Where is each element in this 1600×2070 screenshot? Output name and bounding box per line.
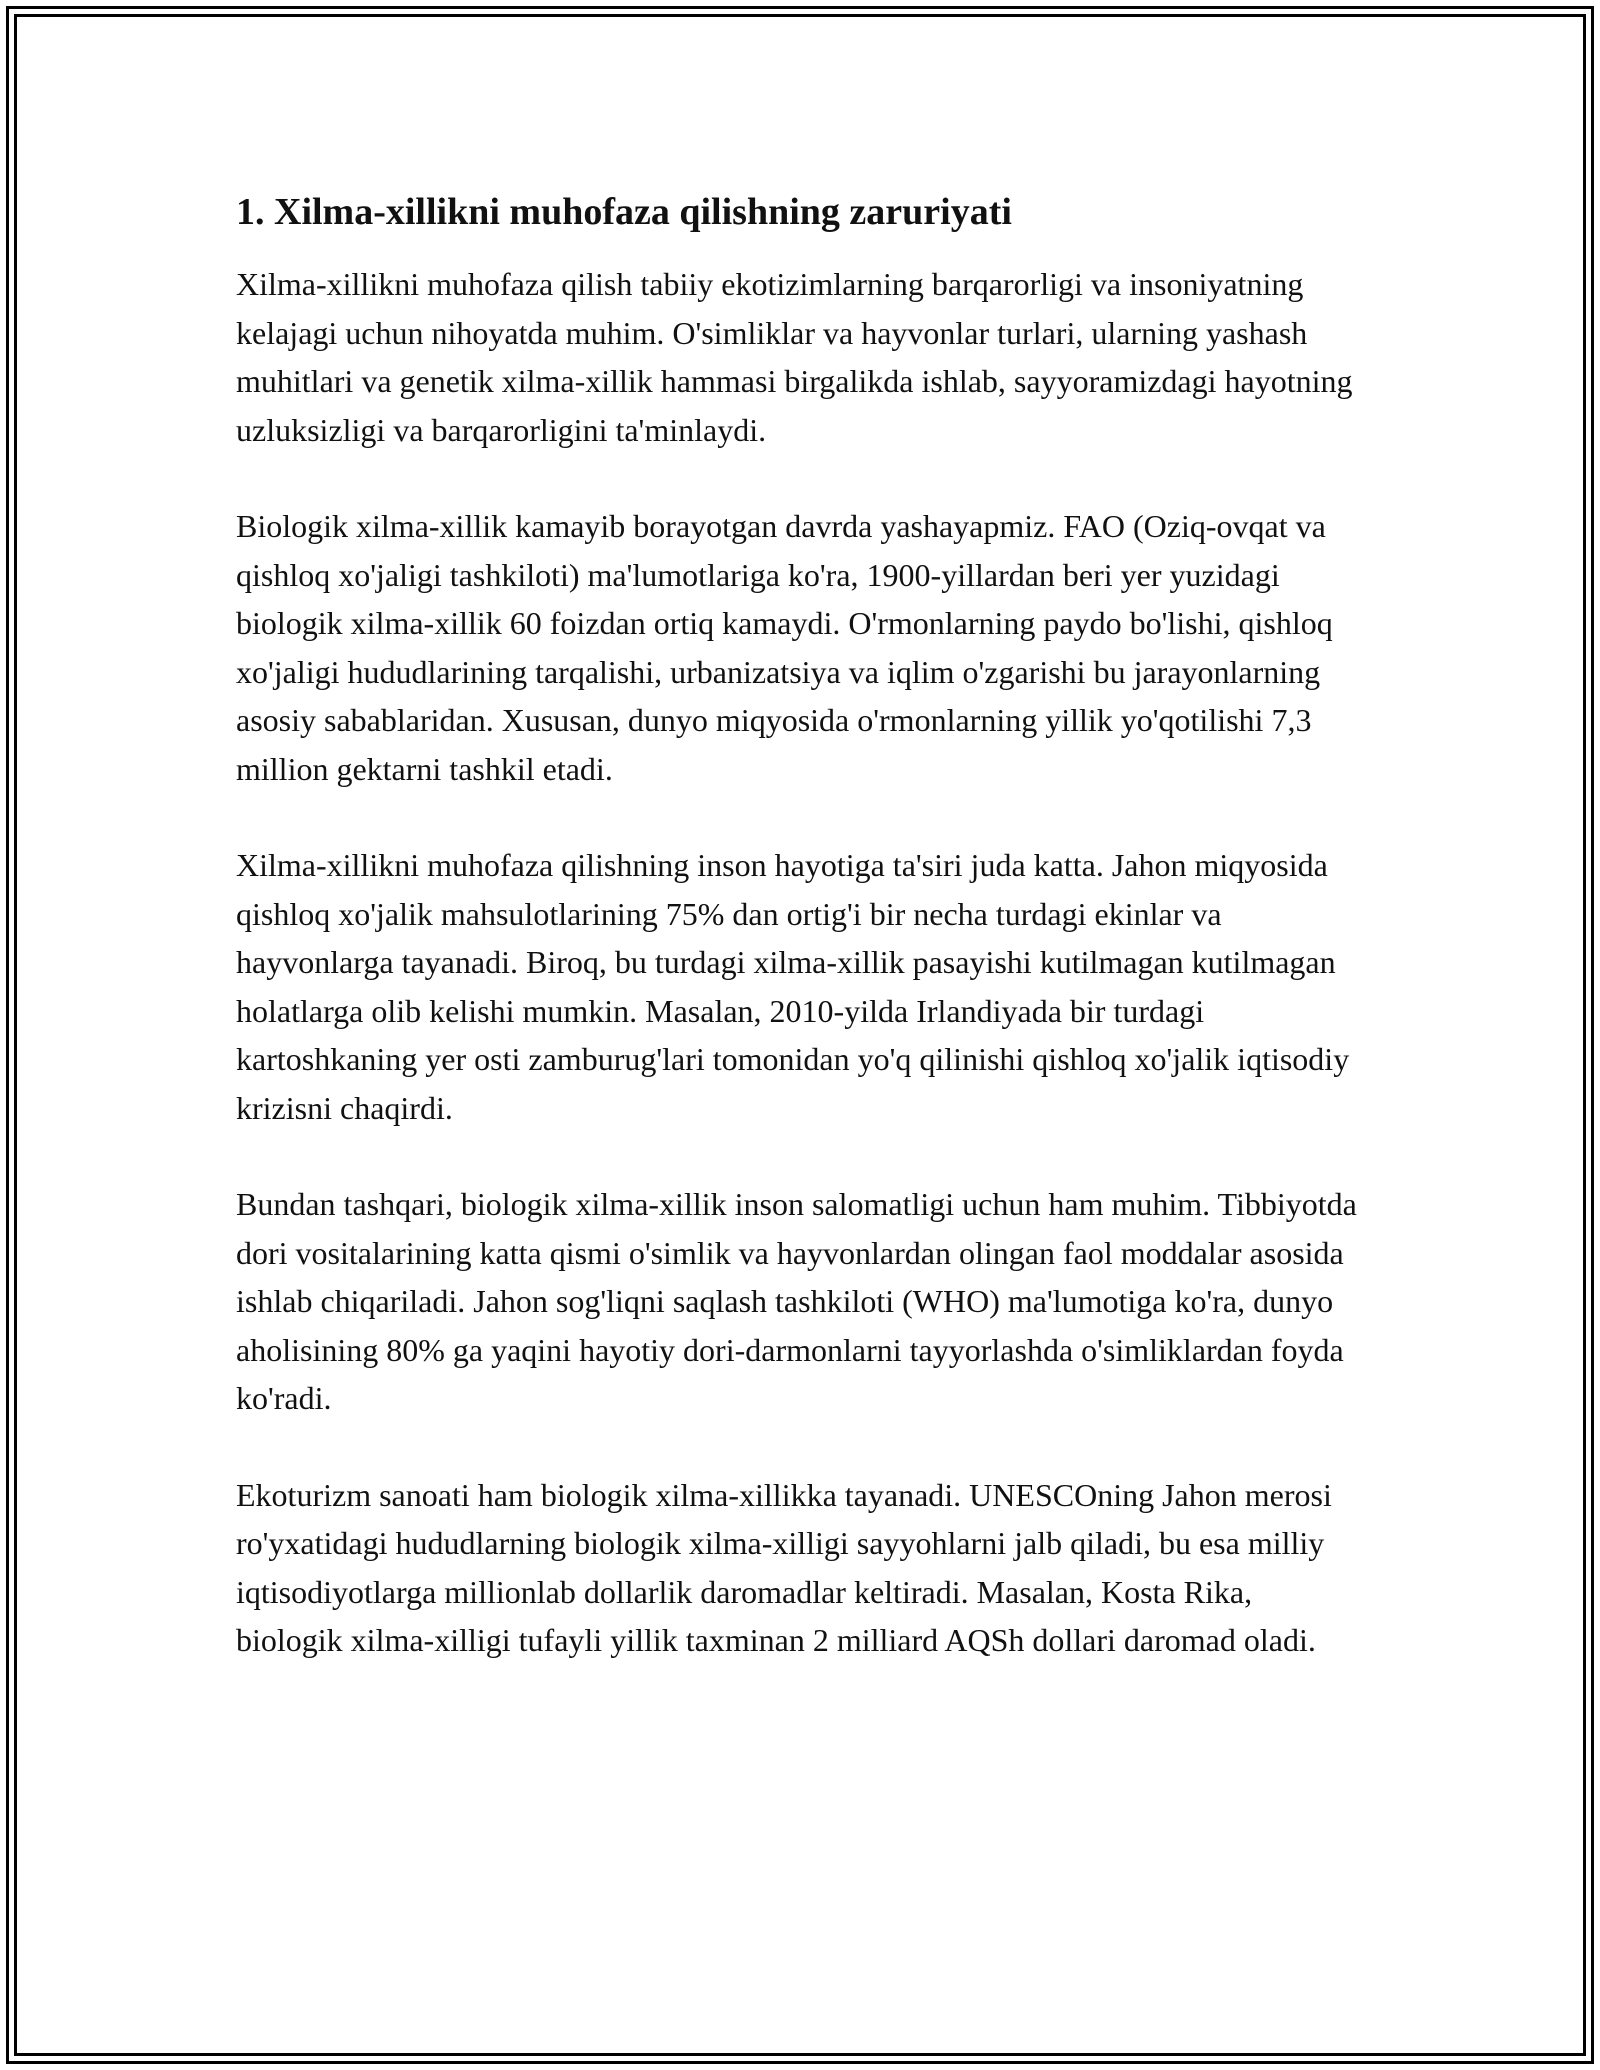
section-heading: 1. Xilma-xillikni muhofaza qilishning zaruriyati	[236, 191, 1012, 233]
paragraph-1: Xilma-xillikni muhofaza qilish tabiiy ekotizimlarning barqarorligi va insoniyatning kelajagi uchun nihoyatda muhim. O'simliklar va hayvonlar turlari, ularning yashash muhitlari va genetik xilma-xillik hammasi birgalikda ishlab, sayyoramizdagi hayotning uzluksizligi va barqarorligini ta'minlaydi.	[236, 266, 1353, 448]
paragraph-4: Bundan tashqari, biologik xilma-xillik inson salomatligi uchun ham muhim. Tibbiyotda dori vositalarining katta qismi o'simlik va hayvonlardan olingan faol moddalar asosida ishlab chiqariladi. Jahon sog'liqni saqlash tashkiloti (WHO) ma'lumotiga ko'ra, dunyo aholisining 80% ga yaqini hayotiy dori-darmonlarni tayyorlashda o'simliklardan foyda ko'radi.	[236, 1186, 1357, 1416]
paragraph-5: Ekoturizm sanoati ham biologik xilma-xillikka tayanadi. UNESCOning Jahon merosi ro'yxatidagi hududlarning biologik xilma-xilligi sayyohlarni jalb qiladi, bu esa milliy iqtisodiyotlarga millionlab dollarlik daromadlar keltiradi. Masalan, Kosta Rika, biologik xilma-xilligi tufayli yillik taxminan 2 milliard AQSh dollari daromad oladi.	[236, 1476, 1332, 1658]
paragraph-2: Biologik xilma-xillik kamayib borayotgan davrda yashayapmiz. FAO (Oziq-ovqat va qishloq xo'jaligi tashkiloti) ma'lumotlariga ko'ra, 1900-yillardan beri yer yuzidagi biologik xilma-xillik 60 foizdan ortiq kamaydi. O'rmonlarning paydo bo'lishi, qishloq xo'jaligi hududlarining tarqalishi, urbanizatsiya va iqlim o'zgarishi bu jarayonlarning asosiy sabablaridan. Xususan, dunyo miqyosida o'rmonlarning yillik yo'qotilishi 7,3 million gektarni tashkil etadi.	[236, 508, 1333, 787]
document-body	[236, 186, 1366, 1713]
paragraph-3: Xilma-xillikni muhofaza qilishning inson hayotiga ta'siri juda katta. Jahon miqyosida qishloq xo'jalik mahsulotlarining 75% dan ortig'i bir necha turdagi ekinlar va hayvonlarga tayanadi. Biroq, bu turdagi xilma-xillik pasayishi kutilmagan kutilmagan holatlarga olib kelishi mumkin. Masalan, 2010-yilda Irlandiyada bir turdagi kartoshkaning yer osti zamburug'lari tomonidan yo'q qilinishi qishloq xo'jalik iqtisodiy krizisni chaqirdi.	[236, 847, 1350, 1126]
